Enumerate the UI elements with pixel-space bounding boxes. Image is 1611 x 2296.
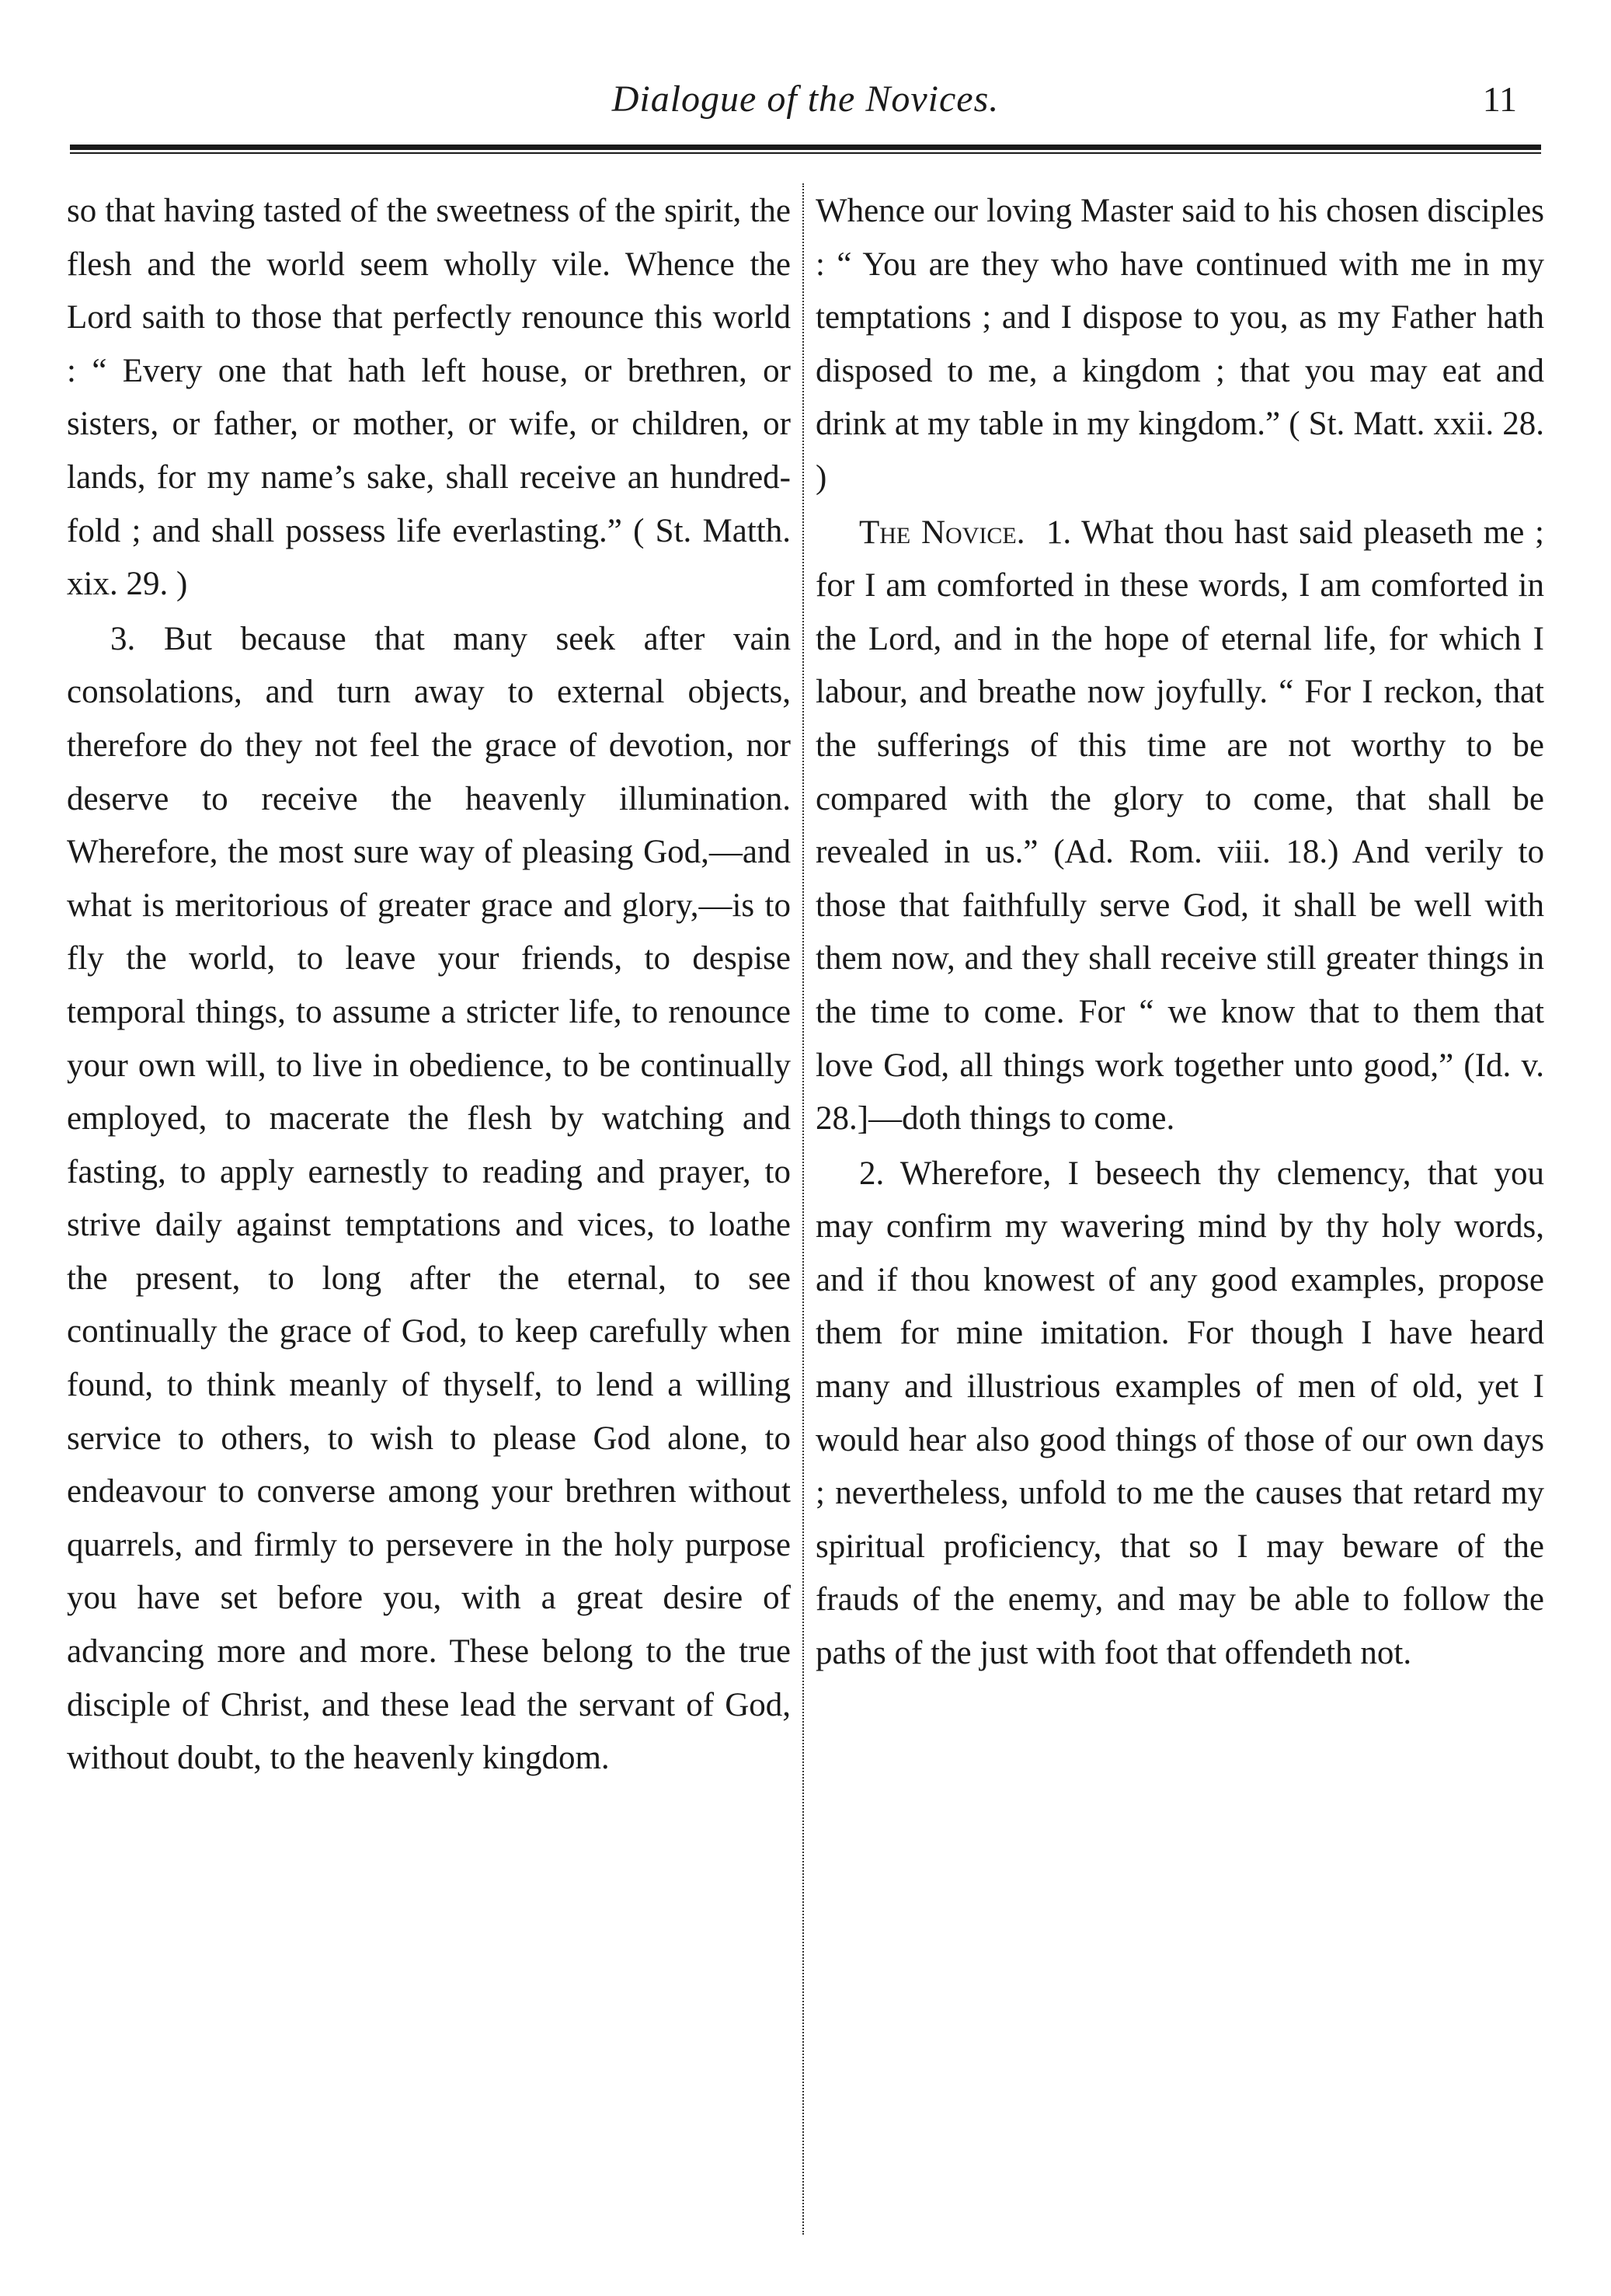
right-paragraph-1: Whence our loving Master said to his chosen disciples : “ You are they who have continued with me in my temptations ; and I dispose to you, as my Father hath disposed to me, a kingdom ; that you may eat and drink at my table in my kingdom.” ( St. Matt. xxii. 28. ) [816, 193, 1544, 496]
running-title: Dialogue of the Novices. [611, 78, 1000, 120]
speaker-label: The Novice. [859, 514, 1025, 551]
right-paragraph-3: 2. Wherefore, I beseech thy clemency, that you may confirm my wavering mind by thy holy words, and if thou knowest of any good examples, propose them for mine imitation. For though I have heard many and illustrious examples of men of old, yet I would hear also good things of those of our own days ; nevertheless, unfold to me the causes that retard my spiritual proficiency, that so I may beware of the frauds of the enemy, and may be able to follow the paths of the just with foot that offendeth not. [816, 1155, 1544, 1672]
right-paragraph-2-text: 1. What thou hast said pleaseth me ; for I am comforted in these words, I am comforted in the Lord, and in the hope of eternal life, for which I labour, and breathe now joyfully. “ For I reckon, that the sufferings of this time are not worthy to be compared with the glory to come, that shall be revealed in us.” (Ad. Rom. viii. 18.) And verily to those that faithfully serve God, it shall be well with them now, and they shall receive still greater things in the time to come. For “ we know that to them that love God, all things work together unto good,” (Id. v. 28.]—doth things to come. [816, 514, 1544, 1138]
column-divider [802, 183, 804, 2235]
header-rule [70, 145, 1541, 154]
left-paragraph-2: 3. But because that many seek after vain consolations, and turn away to external objects, therefore do they not feel the grace of devotion, nor deserve to receive the heavenly illumination. Wherefore, the most sure way of pleasing God,—and what is meritorious of greater grace and glory,—is to fly the world, to leave your friends, to despise temporal things, to assume a stricter life, to renounce your own will, to live in obedience, to be continually employed, to macerate the flesh by watching and fasting, to apply earnestly to reading and prayer, to strive daily against temptations and vices, to loathe the present, to long after the eternal, to see continually the grace of God, to keep carefully when found, to think meanly of thyself, to lend a willing service to others, to wish to please God alone, to endeavour to converse among your brethren without quarrels, and firmly to persevere in the holy purpose you have set before you, with a great desire of advancing more and more. These belong to the true disciple of Christ, and these lead the servant of God, without doubt, to the heavenly kingdom. [67, 620, 791, 1777]
left-column [67, 185, 791, 1786]
left-paragraph-1: so that having tasted of the sweetness of the spirit, the flesh and the world seem wholly vile. Whence the Lord saith to those that perfectly renounce this world : “ Every one that hath left house, or brethren, or sisters, or father, or mother, or wife, or children, or lands, for my name’s sake, shall receive an hundred-fold ; and shall possess life everlasting.” ( St. Matth. xix. 29. ) [67, 193, 791, 603]
page-header [74, 75, 1537, 124]
page-number: 11 [1482, 79, 1517, 119]
right-paragraph-2 [816, 507, 1544, 1146]
right-column [816, 185, 1544, 1681]
